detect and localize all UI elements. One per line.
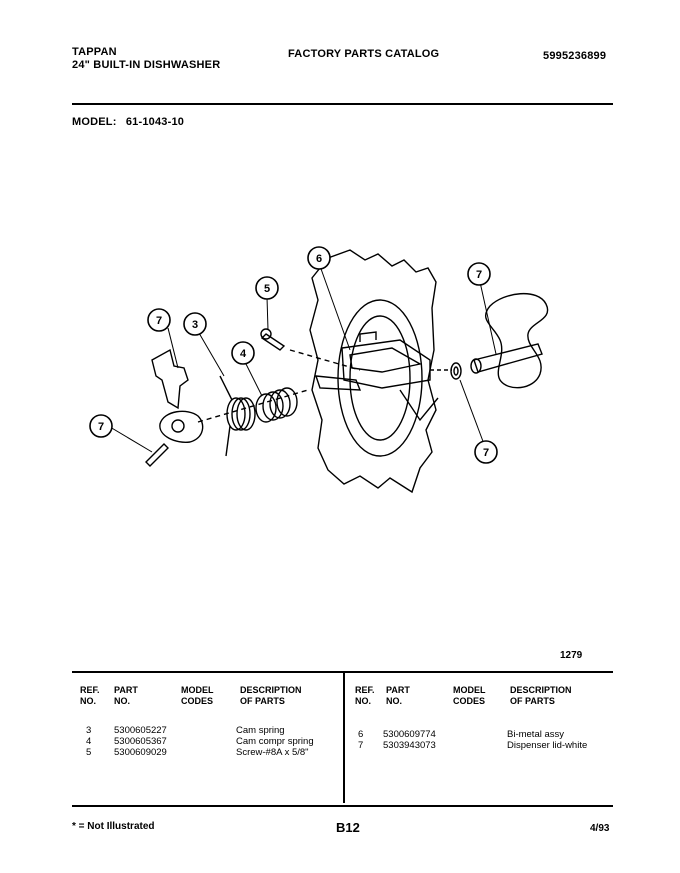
left-part-col xyxy=(114,725,167,758)
left-ref-col xyxy=(86,725,91,758)
table-row-desc: Dispenser lid-white xyxy=(507,740,588,751)
footnote: * = Not Illustrated xyxy=(72,821,155,832)
left-header-desc-1: DESCRIPTION xyxy=(240,685,302,695)
washer xyxy=(451,363,461,379)
left-header-model-1: MODEL xyxy=(181,685,214,695)
right-header-model-2: CODES xyxy=(453,696,486,706)
table-row-ref: 6 xyxy=(358,729,364,740)
right-part-col xyxy=(383,729,436,751)
left-header-model-2: CODES xyxy=(181,696,214,706)
right-header-desc xyxy=(510,685,572,707)
figure-number: 1279 xyxy=(560,650,583,661)
catalog-title: FACTORY PARTS CATALOG xyxy=(288,48,440,60)
exploded-parts-diagram xyxy=(60,230,620,530)
model-label xyxy=(72,116,184,128)
page-number: B12 xyxy=(336,820,360,835)
left-header-ref xyxy=(80,685,100,707)
revision-date: 4/93 xyxy=(590,823,610,834)
left-header-desc-2: OF PARTS xyxy=(240,696,285,706)
callout-5: 5 xyxy=(263,283,271,295)
callout-7d: 7 xyxy=(482,447,490,459)
compression-spring xyxy=(256,388,297,422)
brand-name: TAPPAN xyxy=(72,46,117,58)
table-row-part: 5300605367 xyxy=(114,736,167,747)
product-title: 24" BUILT-IN DISHWASHER xyxy=(72,59,221,71)
table-row-part: 5300609029 xyxy=(114,747,167,758)
right-desc-col xyxy=(507,729,587,751)
table-row-part: 5300605227 xyxy=(114,725,167,736)
table-row-ref: 5 xyxy=(86,747,92,758)
right-header-desc-1: DESCRIPTION xyxy=(510,685,572,695)
callout-7b: 7 xyxy=(475,269,483,281)
left-header-part-1: PART xyxy=(114,685,138,695)
left-desc-col xyxy=(236,725,314,758)
left-header-ref-1: REF. xyxy=(80,685,100,695)
right-header-part xyxy=(386,685,410,707)
left-pin xyxy=(146,444,168,466)
catalog-number: 5995236899 xyxy=(543,50,607,62)
cam-bracket xyxy=(152,350,188,408)
left-header-part-2: NO. xyxy=(114,696,131,706)
cam-spring xyxy=(220,376,255,456)
left-header-ref-2: NO. xyxy=(80,696,97,706)
right-header-model-1: MODEL xyxy=(453,685,486,695)
table-row-ref: 7 xyxy=(358,740,364,751)
callout-7a: 7 xyxy=(155,315,163,327)
right-header-part-1: PART xyxy=(386,685,410,695)
table-row-desc: Screw-#8A x 5/8" xyxy=(236,747,309,758)
callout-7c: 7 xyxy=(97,421,105,433)
screw xyxy=(262,334,284,350)
table-row-ref: 4 xyxy=(86,736,92,747)
callout-3: 3 xyxy=(191,319,199,331)
right-header-model xyxy=(453,685,486,707)
table-row-desc: Bi-metal assy xyxy=(507,729,565,740)
callout-6: 6 xyxy=(315,253,323,265)
table-row-desc: Cam compr spring xyxy=(236,736,314,747)
model-label-text: MODEL: xyxy=(72,116,117,128)
right-header-ref xyxy=(355,685,375,707)
table-row-part: 5303943073 xyxy=(383,740,436,751)
right-header-ref-1: REF. xyxy=(355,685,375,695)
table-row-ref: 3 xyxy=(86,725,92,736)
left-header-model xyxy=(181,685,214,707)
right-header-ref-2: NO. xyxy=(355,696,372,706)
cam xyxy=(160,411,203,442)
right-header-part-2: NO. xyxy=(386,696,403,706)
model-number: 61-1043-10 xyxy=(125,116,185,128)
right-ref-col xyxy=(358,729,363,751)
table-row-desc: Cam spring xyxy=(236,725,285,736)
dispenser-lid xyxy=(486,294,548,388)
right-header-desc-2: OF PARTS xyxy=(510,696,555,706)
left-header-part xyxy=(114,685,138,707)
table-column-divider xyxy=(343,673,345,803)
table-row-part: 5300609774 xyxy=(383,729,436,740)
header-divider xyxy=(72,103,613,105)
left-header-desc xyxy=(240,685,302,707)
callout-4: 4 xyxy=(239,348,247,360)
